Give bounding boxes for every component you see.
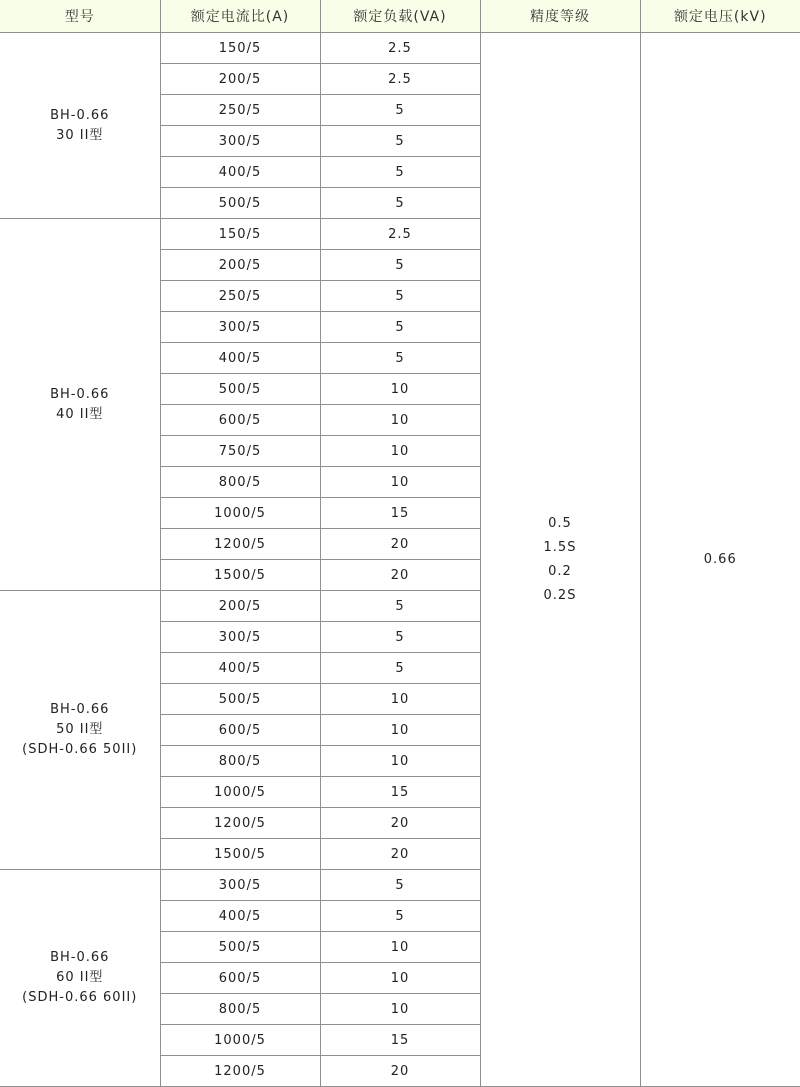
- ratio-cell: 1500/5: [160, 560, 320, 591]
- load-cell: 15: [320, 498, 480, 529]
- ratio-cell: 500/5: [160, 684, 320, 715]
- model-line: BH-0.66: [50, 386, 110, 402]
- load-cell: 5: [320, 901, 480, 932]
- load-cell: 5: [320, 157, 480, 188]
- model-cell: [0, 591, 160, 870]
- header-ratio: 额定电流比(A): [160, 0, 320, 33]
- ratio-cell: 500/5: [160, 188, 320, 219]
- load-cell: 10: [320, 467, 480, 498]
- load-cell: 15: [320, 1025, 480, 1056]
- ratio-cell: 250/5: [160, 281, 320, 312]
- model-line: 60 II型: [56, 970, 104, 985]
- ratio-cell: 150/5: [160, 33, 320, 64]
- ratio-cell: 1500/5: [160, 839, 320, 870]
- load-cell: 5: [320, 250, 480, 281]
- ratio-cell: 300/5: [160, 622, 320, 653]
- voltage-cell: 0.66: [640, 33, 800, 1087]
- ratio-cell: 750/5: [160, 436, 320, 467]
- load-cell: 10: [320, 684, 480, 715]
- load-cell: 2.5: [320, 33, 480, 64]
- load-cell: 5: [320, 653, 480, 684]
- ratio-cell: 400/5: [160, 653, 320, 684]
- accuracy-line: 0.5: [548, 515, 572, 531]
- ratio-cell: 300/5: [160, 126, 320, 157]
- load-cell: 10: [320, 436, 480, 467]
- ratio-cell: 800/5: [160, 746, 320, 777]
- ratio-cell: 1000/5: [160, 777, 320, 808]
- model-line: BH-0.66: [50, 107, 110, 123]
- header-voltage: 额定电压(kV): [640, 0, 800, 33]
- load-cell: 5: [320, 188, 480, 219]
- ratio-cell: 400/5: [160, 343, 320, 374]
- model-line: (SDH-0.66 50II): [22, 742, 138, 757]
- header-model: 型号: [0, 0, 160, 33]
- load-cell: 20: [320, 808, 480, 839]
- model-line: 40 II型: [56, 406, 104, 422]
- load-cell: 5: [320, 343, 480, 374]
- accuracy-cell: [480, 33, 640, 1087]
- load-cell: 10: [320, 374, 480, 405]
- ratio-cell: 600/5: [160, 715, 320, 746]
- load-cell: 10: [320, 715, 480, 746]
- ratio-cell: 500/5: [160, 374, 320, 405]
- ratio-cell: 600/5: [160, 963, 320, 994]
- load-cell: 10: [320, 963, 480, 994]
- ratio-cell: 600/5: [160, 405, 320, 436]
- load-cell: 5: [320, 126, 480, 157]
- load-cell: 2.5: [320, 64, 480, 95]
- model-line: BH-0.66: [50, 950, 110, 965]
- load-cell: 20: [320, 529, 480, 560]
- ratio-cell: 300/5: [160, 312, 320, 343]
- ratio-cell: 500/5: [160, 932, 320, 963]
- ratio-cell: 200/5: [160, 591, 320, 622]
- load-cell: 15: [320, 777, 480, 808]
- model-cell: [0, 33, 160, 219]
- load-cell: 5: [320, 281, 480, 312]
- accuracy-line: 0.2: [548, 563, 572, 579]
- ratio-cell: 800/5: [160, 467, 320, 498]
- model-line: 50 II型: [56, 722, 104, 737]
- ratio-cell: 200/5: [160, 250, 320, 281]
- accuracy-line: 1.5S: [543, 539, 577, 555]
- load-cell: 5: [320, 591, 480, 622]
- model-line: (SDH-0.66 60II): [22, 990, 138, 1005]
- load-cell: 5: [320, 870, 480, 901]
- ratio-cell: 1200/5: [160, 808, 320, 839]
- load-cell: 5: [320, 622, 480, 653]
- ratio-cell: 400/5: [160, 157, 320, 188]
- ratio-cell: 1200/5: [160, 529, 320, 560]
- ratio-cell: 200/5: [160, 64, 320, 95]
- ratio-cell: 300/5: [160, 870, 320, 901]
- load-cell: 10: [320, 932, 480, 963]
- model-line: 30 II型: [56, 127, 104, 143]
- load-cell: 2.5: [320, 219, 480, 250]
- model-cell: [0, 870, 160, 1087]
- spec-body: [0, 33, 800, 1087]
- header-load: 额定负载(VA): [320, 0, 480, 33]
- ratio-cell: 400/5: [160, 901, 320, 932]
- load-cell: 20: [320, 839, 480, 870]
- load-cell: 10: [320, 405, 480, 436]
- ratio-cell: 1200/5: [160, 1056, 320, 1087]
- load-cell: 10: [320, 746, 480, 777]
- header-accuracy: 精度等级: [480, 0, 640, 33]
- accuracy-line: 0.2S: [543, 587, 577, 603]
- load-cell: 5: [320, 95, 480, 126]
- ratio-cell: 1000/5: [160, 1025, 320, 1056]
- header-row: [0, 0, 800, 33]
- ratio-cell: 800/5: [160, 994, 320, 1025]
- load-cell: 20: [320, 1056, 480, 1087]
- table-row: [0, 33, 800, 64]
- load-cell: 20: [320, 560, 480, 591]
- model-cell: [0, 219, 160, 591]
- load-cell: 10: [320, 994, 480, 1025]
- ratio-cell: 150/5: [160, 219, 320, 250]
- ratio-cell: 1000/5: [160, 498, 320, 529]
- load-cell: 5: [320, 312, 480, 343]
- model-line: BH-0.66: [50, 702, 110, 717]
- ratio-cell: 250/5: [160, 95, 320, 126]
